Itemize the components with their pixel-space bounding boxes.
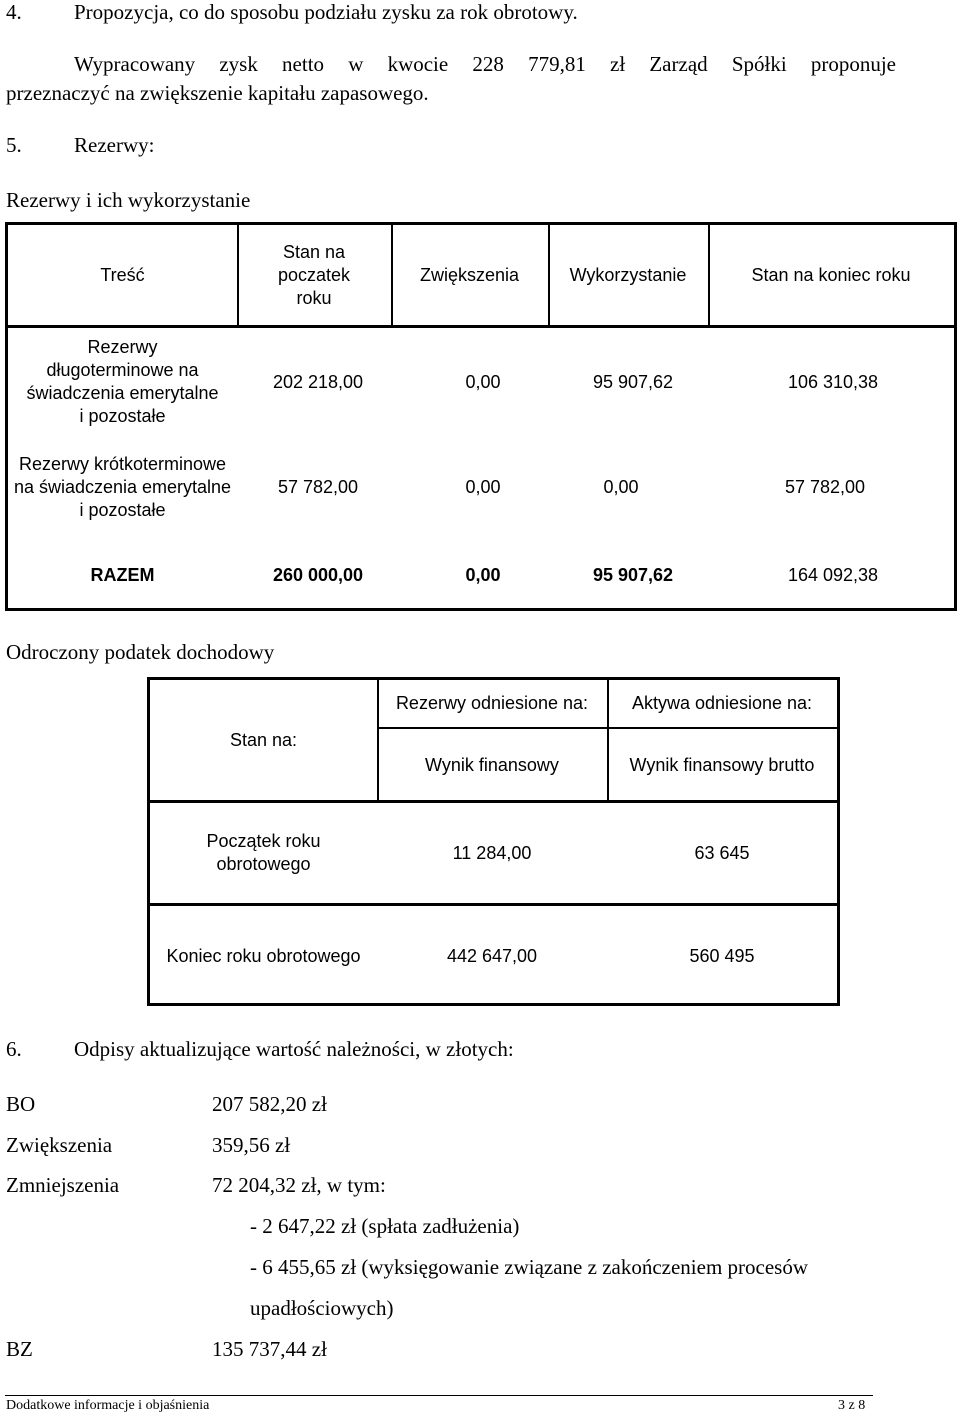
section-4-paragraph [6, 50, 896, 108]
total-wykorzystanie: 95 907,62 [592, 564, 674, 585]
footer-title: Dodatkowe informacje i objaśnienia [6, 1398, 210, 1413]
reserves-table [5, 222, 957, 611]
row-1-label: Rezerwy długoterminowe na świadczenia emerytalne i pozostałe [26, 337, 219, 426]
deferred-subheader-divider [377, 727, 837, 729]
section-5-number: 5. [6, 133, 22, 157]
total-stan-koniec: 164 092,38 [787, 564, 879, 585]
section-5-title: Rezerwy: [74, 133, 155, 157]
row-2-stan-koniec: 57 782,00 [784, 476, 866, 497]
deferred-tax-caption: Odroczony podatek dochodowy [6, 640, 275, 664]
row-2-stan-poczatek: 57 782,00 [277, 476, 359, 497]
subheader-wynik-finansowy-brutto: Wynik finansowy brutto [629, 754, 815, 775]
bo-value: 207 582,20 zł [212, 1092, 327, 1116]
zwiekszenia-value: 359,56 zł [212, 1133, 291, 1157]
zmniejszenia-detail-1: - 2 647,22 zł (spłata zadłużenia) [250, 1214, 520, 1238]
row-2-zwiekszenia: 0,00 [465, 476, 501, 497]
bz-value: 135 737,44 zł [212, 1337, 327, 1361]
reserves-table-caption: Rezerwy i ich wykorzystanie [6, 188, 251, 212]
row-1-wykorzystanie: 95 907,62 [592, 371, 674, 392]
bo-label: BO [6, 1092, 36, 1116]
total-stan-poczatek: 260 000,00 [272, 564, 364, 585]
section-4-title: Propozycja, co do sposobu podziału zysku za rok obrotowy. [74, 0, 578, 24]
row-koniec-rezerwy: 442 647,00 [446, 945, 538, 966]
header-stan-koniec: Stan na koniec roku [751, 264, 911, 285]
zmniejszenia-value: 72 204,32 zł, w tym: [212, 1173, 386, 1197]
zmniejszenia-detail-2-cont: upadłościowych) [250, 1296, 394, 1320]
row-poczatek-label: Początek roku obrotowego [206, 831, 321, 874]
section-4-number: 4. [6, 0, 22, 24]
row-1-zwiekszenia: 0,00 [465, 371, 501, 392]
total-zwiekszenia: 0,00 [465, 564, 501, 585]
row-1-stan-koniec: 106 310,38 [787, 371, 879, 392]
subheader-wynik-finansowy: Wynik finansowy [425, 754, 559, 775]
header-tresc: Treść [100, 264, 145, 285]
header-stan-na: Stan na: [229, 729, 298, 750]
header-zwiekszenia: Zwiększenia [419, 264, 520, 285]
deferred-tax-table [147, 677, 840, 1006]
row-koniec-label: Koniec roku obrotowego [166, 945, 361, 966]
reserves-header-divider [8, 325, 954, 328]
total-label: RAZEM [90, 564, 155, 585]
section-6-number: 6. [6, 1037, 22, 1061]
row-poczatek-aktywa: 63 645 [694, 842, 750, 863]
page-number: 3 z 8 [838, 1398, 866, 1413]
header-wykorzystanie: Wykorzystanie [569, 264, 687, 285]
zwiekszenia-label: Zwiększenia [6, 1133, 113, 1157]
paragraph-line-2: przeznaczyć na zwiększenie kapitału zapasowego. [6, 81, 429, 105]
row-2-label: Rezerwy krótkoterminowe na świadczenia emerytalne i pozostałe [13, 453, 232, 520]
row-2-wykorzystanie: 0,00 [603, 476, 639, 497]
row-1-stan-poczatek: 202 218,00 [272, 371, 364, 392]
header-aktywa-odniesione: Aktywa odniesione na: [631, 693, 813, 713]
paragraph-line-1: Wypracowany zysk netto w kwocie 228 779,81 zł Zarząd Spółki proponuje [74, 52, 896, 76]
row-koniec-aktywa: 560 495 [689, 945, 755, 966]
row-poczatek-rezerwy: 11 284,00 [452, 842, 532, 863]
footer-rule [5, 1395, 873, 1396]
header-rezerwy-odniesione: Rezerwy odniesione na: [395, 693, 589, 713]
header-stan-poczatek: Stan na poczatek roku [277, 241, 351, 308]
zmniejszenia-label: Zmniejszenia [6, 1173, 120, 1197]
zmniejszenia-detail-2: - 6 455,65 zł (wyksięgowanie związane z zakończeniem procesów [250, 1255, 809, 1279]
section-6-title: Odpisy aktualizujące wartość należności, w złotych: [74, 1037, 514, 1061]
bz-label: BZ [6, 1337, 33, 1361]
